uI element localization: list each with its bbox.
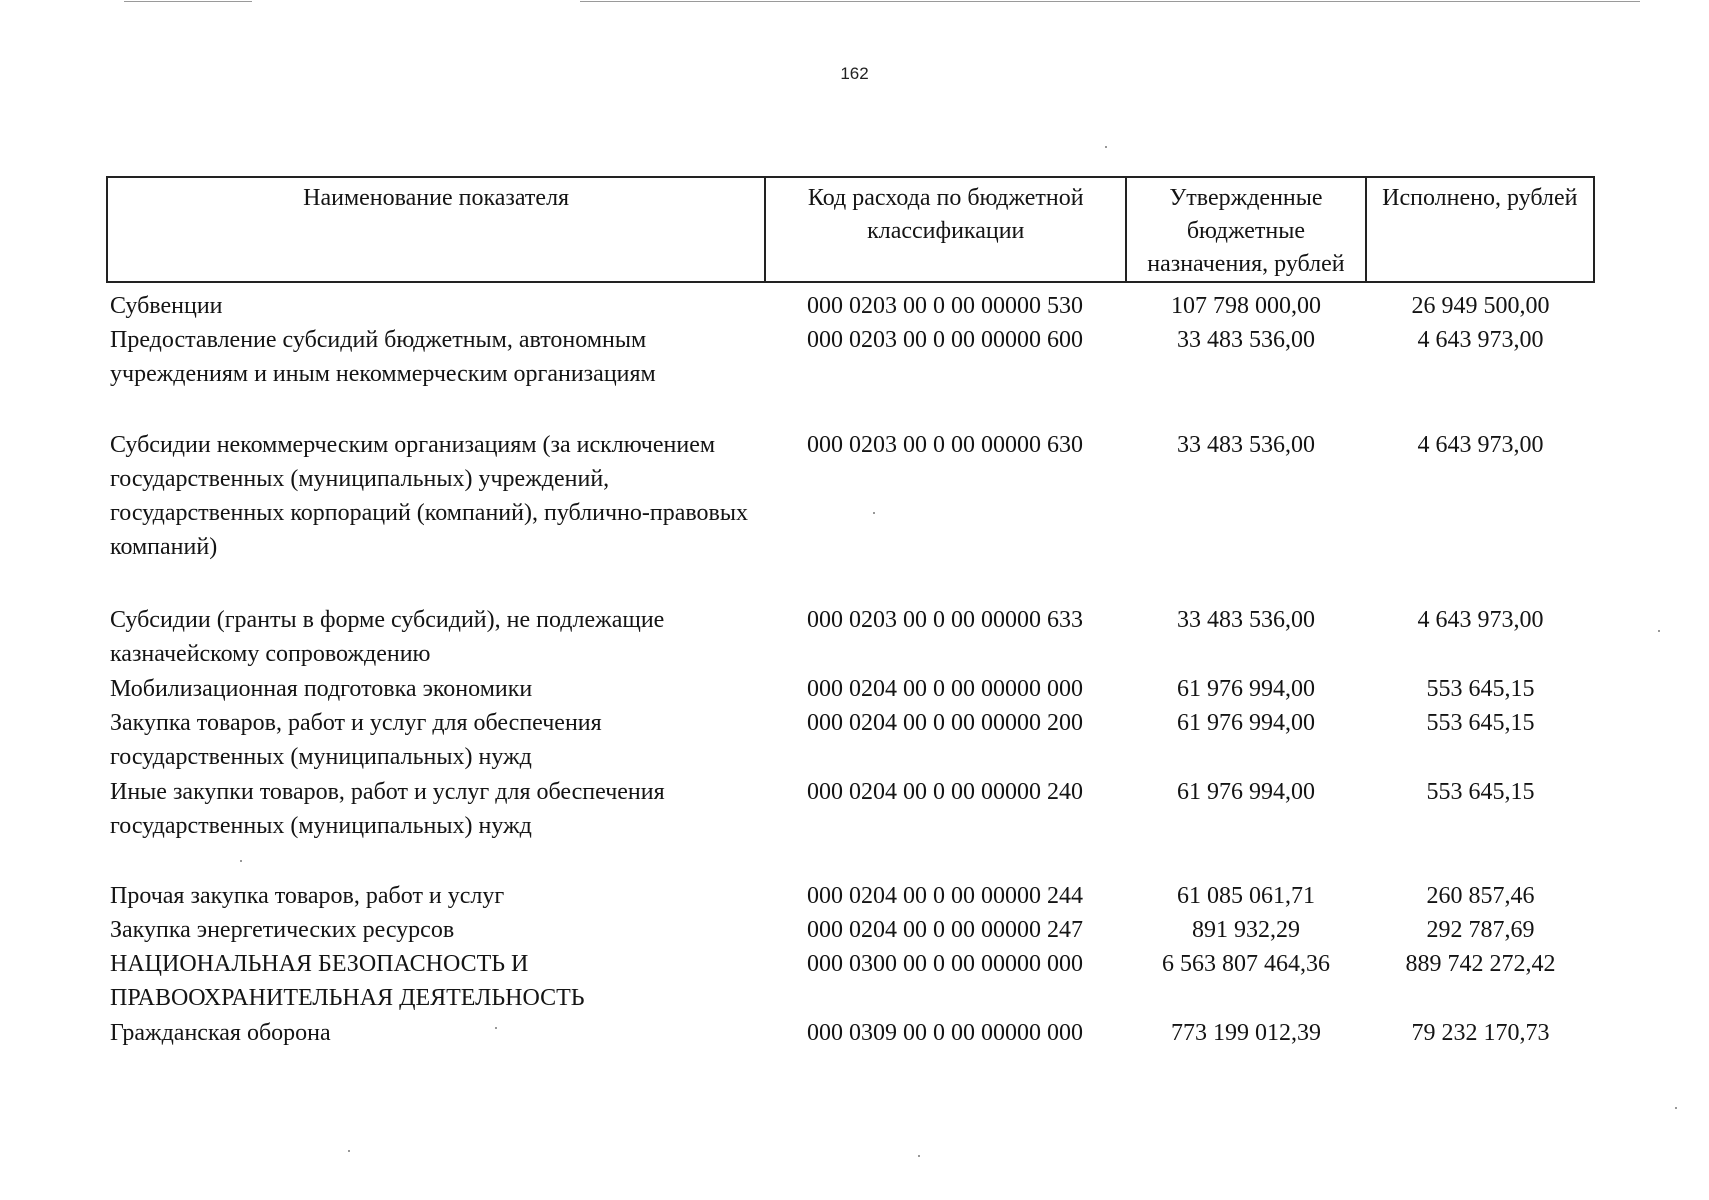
approved-amount: 773 199 012,39 bbox=[1171, 1020, 1321, 1046]
header-approved-amount: Утвержденные бюджетные назначения, рублей bbox=[1125, 178, 1364, 281]
scan-speck bbox=[240, 860, 242, 862]
table-row bbox=[106, 706, 1595, 774]
expense-code: 000 0203 00 0 00 00000 630 bbox=[807, 432, 1083, 458]
executed-amount: 553 645,15 bbox=[1426, 676, 1535, 702]
approved-amount: 107 798 000,00 bbox=[1171, 293, 1321, 319]
approved-amount: 891 932,29 bbox=[1192, 917, 1300, 943]
indicator-name: Закупка товаров, работ и услуг для обеспечения государственных (муниципальных) нужд bbox=[110, 710, 602, 770]
scan-speck bbox=[1658, 630, 1660, 632]
executed-amount: 79 232 170,73 bbox=[1411, 1020, 1550, 1046]
table-row bbox=[106, 913, 1595, 947]
expense-code: 000 0203 00 0 00 00000 530 bbox=[807, 293, 1083, 319]
expense-code: 000 0203 00 0 00 00000 633 bbox=[807, 607, 1083, 633]
expense-code: 000 0204 00 0 00 00000 000 bbox=[807, 676, 1083, 702]
executed-amount: 26 949 500,00 bbox=[1411, 293, 1550, 319]
scan-speck bbox=[873, 512, 875, 514]
header-indicator-name: Наименование показателя bbox=[303, 185, 570, 211]
indicator-name: Субвенции bbox=[110, 293, 223, 319]
expense-code: 000 0309 00 0 00 00000 000 bbox=[807, 1020, 1083, 1046]
table-row bbox=[106, 428, 1595, 564]
approved-amount: 61 976 994,00 bbox=[1177, 779, 1315, 805]
indicator-name: Прочая закупка товаров, работ и услуг bbox=[110, 883, 505, 909]
indicator-name: Субсидии (гранты в форме субсидий), не подлежащие казначейскому сопровождению bbox=[110, 607, 665, 667]
table-row bbox=[106, 289, 1595, 323]
approved-amount: 61 976 994,00 bbox=[1177, 676, 1315, 702]
indicator-name: НАЦИОНАЛЬНАЯ БЕЗОПАСНОСТЬ И ПРАВООХРАНИТЕЛЬНАЯ ДЕЯТЕЛЬНОСТЬ bbox=[110, 951, 585, 1011]
header-expense-code: Код расхода по бюджетной классификации bbox=[764, 178, 1125, 281]
expense-code: 000 0204 00 0 00 00000 200 bbox=[807, 710, 1083, 736]
indicator-name: Предоставление субсидий бюджетным, автономным учреждениям и иным некоммерческим организациям bbox=[110, 327, 656, 387]
table-header bbox=[106, 176, 1595, 283]
scan-edge-line bbox=[580, 1, 1640, 2]
table-row bbox=[106, 879, 1595, 913]
executed-amount: 553 645,15 bbox=[1426, 710, 1535, 736]
expense-code: 000 0204 00 0 00 00000 240 bbox=[807, 779, 1083, 805]
scan-speck bbox=[1675, 1107, 1677, 1109]
indicator-name: Закупка энергетических ресурсов bbox=[110, 917, 455, 943]
indicator-name: Иные закупки товаров, работ и услуг для обеспечения государственных (муниципальных) нужд bbox=[110, 779, 665, 839]
executed-amount: 4 643 973,00 bbox=[1417, 327, 1544, 353]
table-row bbox=[106, 603, 1595, 671]
indicator-name: Гражданская оборона bbox=[110, 1020, 331, 1046]
table-row bbox=[106, 1016, 1595, 1050]
approved-amount: 61 976 994,00 bbox=[1177, 710, 1315, 736]
table-row bbox=[106, 947, 1595, 1015]
expense-code: 000 0204 00 0 00 00000 244 bbox=[807, 883, 1083, 909]
header-executed-amount: Исполнено, рублей bbox=[1365, 178, 1593, 281]
expense-code: 000 0300 00 0 00 00000 000 bbox=[807, 951, 1083, 977]
indicator-name: Мобилизационная подготовка экономики bbox=[110, 676, 533, 702]
executed-amount: 889 742 272,42 bbox=[1405, 951, 1556, 977]
scan-speck bbox=[348, 1150, 350, 1152]
executed-amount: 260 857,46 bbox=[1426, 883, 1535, 909]
expense-code: 000 0203 00 0 00 00000 600 bbox=[807, 327, 1083, 353]
table-row bbox=[106, 672, 1595, 706]
budget-table bbox=[106, 176, 1595, 1046]
executed-amount: 4 643 973,00 bbox=[1417, 607, 1544, 633]
executed-amount: 292 787,69 bbox=[1426, 917, 1535, 943]
approved-amount: 33 483 536,00 bbox=[1177, 432, 1315, 458]
approved-amount: 33 483 536,00 bbox=[1177, 607, 1315, 633]
approved-amount: 33 483 536,00 bbox=[1177, 327, 1315, 353]
page-number: 162 bbox=[840, 64, 869, 83]
scan-edge-line bbox=[124, 1, 252, 2]
executed-amount: 553 645,15 bbox=[1426, 779, 1535, 805]
table-row bbox=[106, 323, 1595, 391]
indicator-name: Субсидии некоммерческим организациям (за исключением государственных (муниципальных) учреждений, государственных корпораций (компаний), публично-правовых компаний) bbox=[110, 432, 748, 560]
approved-amount: 61 085 061,71 bbox=[1177, 883, 1315, 909]
scan-speck bbox=[495, 1027, 497, 1029]
table-row bbox=[106, 775, 1595, 843]
scan-speck bbox=[918, 1155, 920, 1157]
expense-code: 000 0204 00 0 00 00000 247 bbox=[807, 917, 1083, 943]
approved-amount: 6 563 807 464,36 bbox=[1162, 951, 1330, 977]
scan-speck bbox=[1105, 146, 1107, 148]
executed-amount: 4 643 973,00 bbox=[1417, 432, 1544, 458]
